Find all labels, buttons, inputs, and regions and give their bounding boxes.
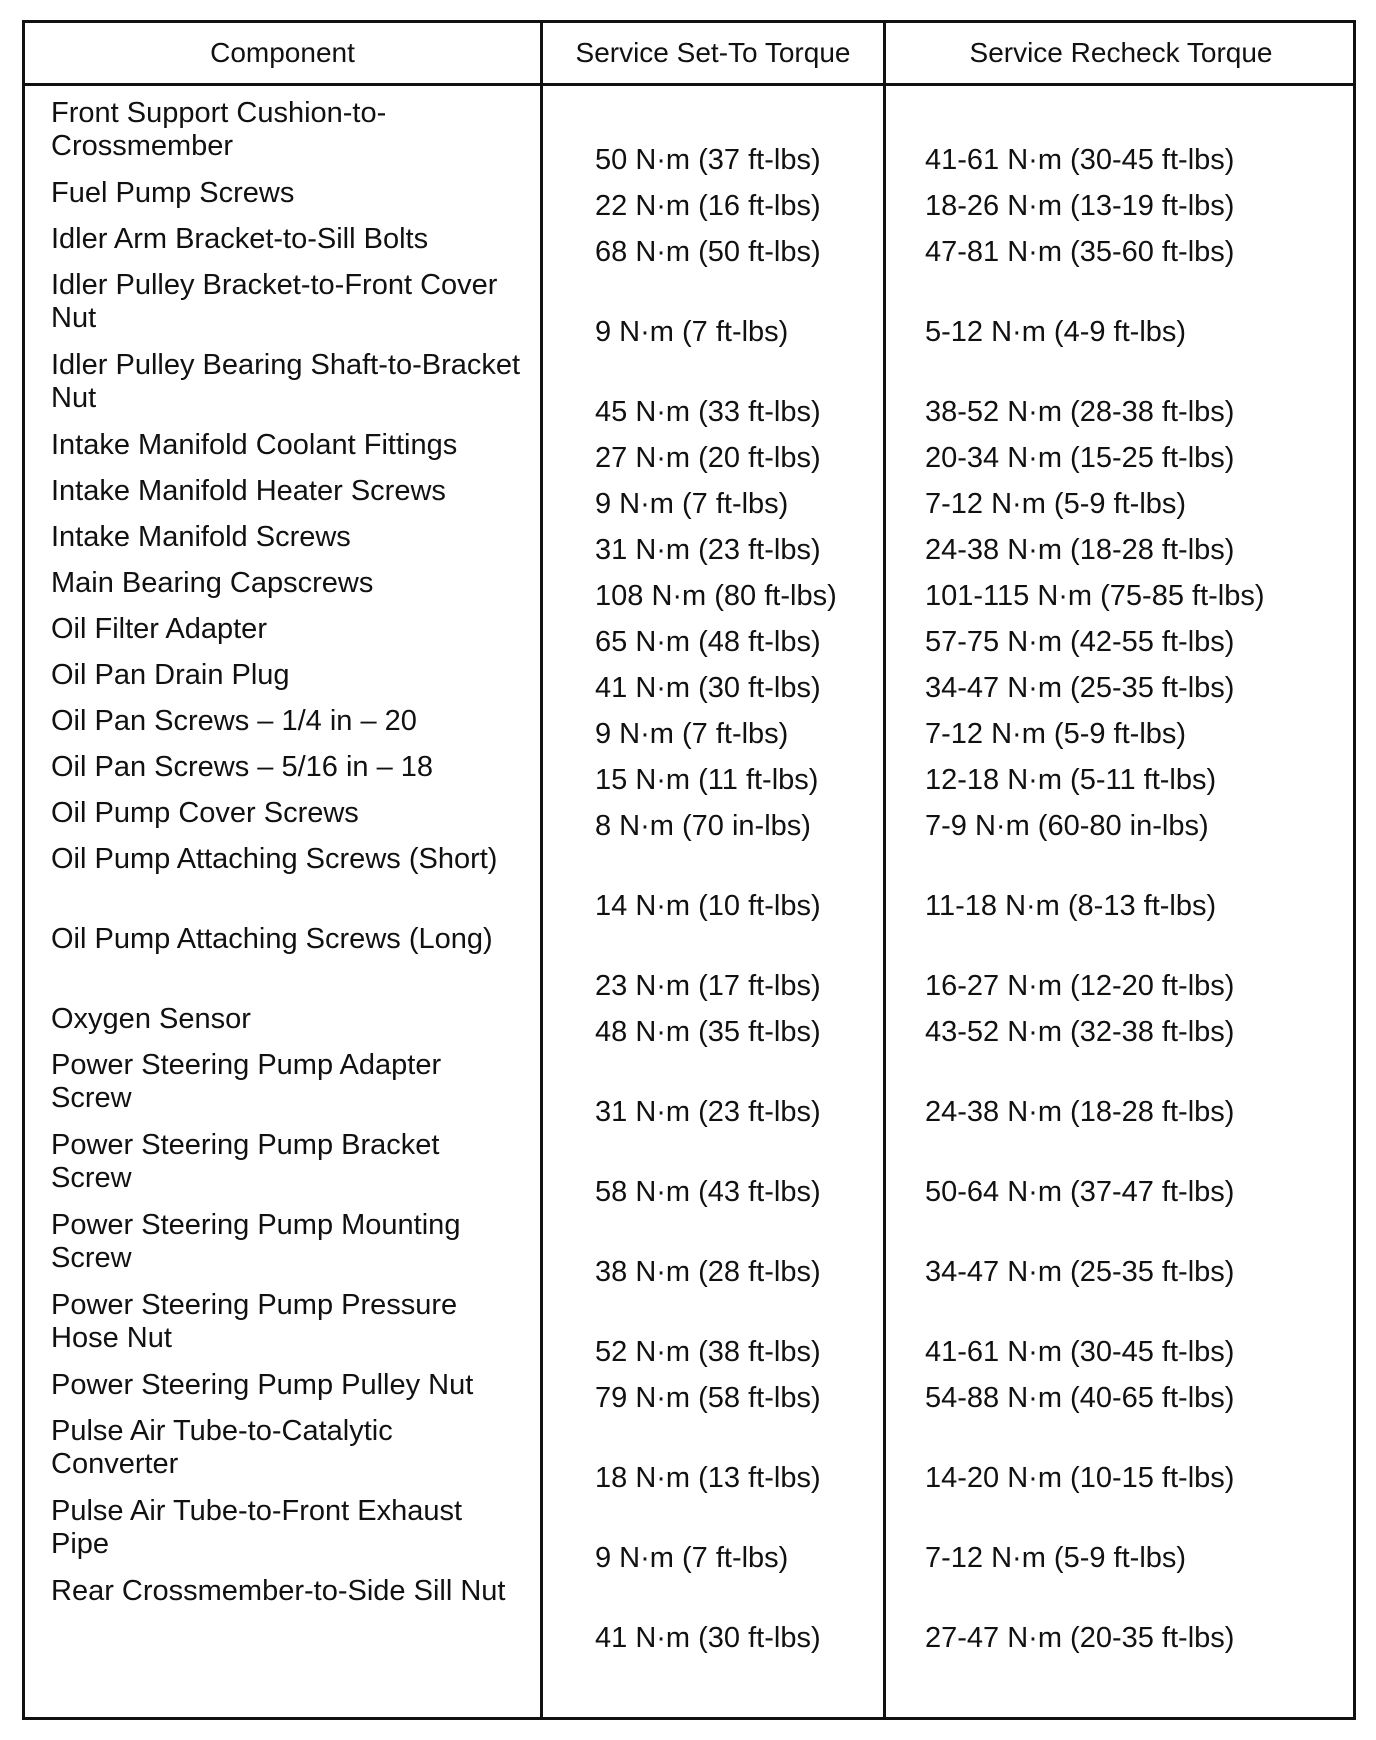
- set-to-cell: 48 N·m (35 ft-lbs): [595, 1016, 821, 1048]
- set-to-cell: 79 N·m (58 ft-lbs): [595, 1382, 821, 1414]
- recheck-cell: 14-20 N·m (10-15 ft-lbs): [925, 1462, 1235, 1494]
- table-row: [25, 177, 1353, 223]
- recheck-cell: 5-12 N·m (4-9 ft-lbs): [925, 316, 1187, 348]
- table-row: [25, 751, 1353, 797]
- component-cell: Oil Pan Drain Plug: [51, 659, 290, 691]
- table-row: [25, 843, 1353, 923]
- set-to-cell: 65 N·m (48 ft-lbs): [595, 626, 821, 658]
- recheck-cell: 18-26 N·m (13-19 ft-lbs): [925, 190, 1235, 222]
- set-to-cell: 58 N·m (43 ft-lbs): [595, 1176, 821, 1208]
- component-cell: Fuel Pump Screws: [51, 177, 295, 209]
- component-cell: Idler Pulley Bracket-to-Front Cover Nut: [51, 269, 498, 334]
- set-to-cell: 38 N·m (28 ft-lbs): [595, 1256, 821, 1288]
- set-to-cell: 31 N·m (23 ft-lbs): [595, 534, 821, 566]
- set-to-cell: 52 N·m (38 ft-lbs): [595, 1336, 821, 1368]
- table-row: [25, 659, 1353, 705]
- recheck-cell: 27-47 N·m (20-35 ft-lbs): [925, 1622, 1235, 1654]
- table-row: [25, 613, 1353, 659]
- component-cell: Idler Arm Bracket-to-Sill Bolts: [51, 223, 429, 255]
- set-to-cell: 108 N·m (80 ft-lbs): [595, 580, 837, 612]
- component-cell: Oil Pan Screws – 1/4 in – 20: [51, 705, 417, 737]
- set-to-cell: 18 N·m (13 ft-lbs): [595, 1462, 821, 1494]
- component-cell: Oil Pump Attaching Screws (Short): [51, 843, 498, 875]
- table-row: [25, 567, 1353, 613]
- recheck-cell: 34-47 N·m (25-35 ft-lbs): [925, 1256, 1235, 1288]
- set-to-cell: 45 N·m (33 ft-lbs): [595, 396, 821, 428]
- set-to-cell: 68 N·m (50 ft-lbs): [595, 236, 821, 268]
- component-cell: Rear Crossmember-to-Side Sill Nut: [51, 1575, 506, 1607]
- recheck-cell: 24-38 N·m (18-28 ft-lbs): [925, 1096, 1235, 1128]
- set-to-cell: 9 N·m (7 ft-lbs): [595, 488, 789, 520]
- table-row: [25, 923, 1353, 1003]
- set-to-cell: 15 N·m (11 ft-lbs): [595, 764, 819, 796]
- set-to-cell: 23 N·m (17 ft-lbs): [595, 970, 821, 1002]
- component-cell: Power Steering Pump Bracket Screw: [51, 1129, 440, 1194]
- recheck-cell: 50-64 N·m (37-47 ft-lbs): [925, 1176, 1235, 1208]
- set-to-cell: 41 N·m (30 ft-lbs): [595, 672, 821, 704]
- table-row: [25, 797, 1353, 843]
- table-row: [25, 1575, 1353, 1655]
- component-cell: Intake Manifold Screws: [51, 521, 351, 553]
- set-to-cell: 8 N·m (70 in-lbs): [595, 810, 811, 842]
- table-row: [25, 429, 1353, 475]
- recheck-cell: 7-12 N·m (5-9 ft-lbs): [925, 718, 1187, 750]
- recheck-cell: 24-38 N·m (18-28 ft-lbs): [925, 534, 1235, 566]
- recheck-cell: 38-52 N·m (28-38 ft-lbs): [925, 396, 1235, 428]
- table-row: [25, 1495, 1353, 1575]
- header-divider: [25, 83, 1353, 86]
- component-cell: Idler Pulley Bearing Shaft-to-Bracket Nut: [51, 349, 521, 414]
- table-body: [25, 97, 1353, 1655]
- recheck-cell: 7-12 N·m (5-9 ft-lbs): [925, 1542, 1187, 1574]
- recheck-cell: 16-27 N·m (12-20 ft-lbs): [925, 970, 1235, 1002]
- component-cell: Pulse Air Tube-to-Catalytic Converter: [51, 1415, 393, 1480]
- header-recheck-torque: Service Recheck Torque: [969, 37, 1273, 68]
- recheck-cell: 11-18 N·m (8-13 ft-lbs): [925, 890, 1217, 922]
- recheck-cell: 7-12 N·m (5-9 ft-lbs): [925, 488, 1187, 520]
- recheck-cell: 7-9 N·m (60-80 in-lbs): [925, 810, 1209, 842]
- recheck-cell: 47-81 N·m (35-60 ft-lbs): [925, 236, 1235, 268]
- set-to-cell: 50 N·m (37 ft-lbs): [595, 144, 821, 176]
- table-row: [25, 1129, 1353, 1209]
- table-row: [25, 705, 1353, 751]
- set-to-cell: 9 N·m (7 ft-lbs): [595, 1542, 789, 1574]
- table-row: [25, 1049, 1353, 1129]
- component-cell: Oxygen Sensor: [51, 1003, 251, 1035]
- component-cell: Intake Manifold Heater Screws: [51, 475, 446, 507]
- component-cell: Oil Filter Adapter: [51, 613, 267, 645]
- table-row: [25, 1003, 1353, 1049]
- component-cell: Oil Pump Cover Screws: [51, 797, 359, 829]
- component-cell: Oil Pan Screws – 5/16 in – 18: [51, 751, 434, 783]
- set-to-cell: 9 N·m (7 ft-lbs): [595, 316, 789, 348]
- component-cell: Power Steering Pump Pressure Hose Nut: [51, 1289, 458, 1354]
- component-cell: Intake Manifold Coolant Fittings: [51, 429, 458, 461]
- recheck-cell: 12-18 N·m (5-11 ft-lbs): [925, 764, 1217, 796]
- table-row: [25, 1415, 1353, 1495]
- header-set-to-torque: Service Set-To Torque: [575, 37, 851, 68]
- set-to-cell: 9 N·m (7 ft-lbs): [595, 718, 789, 750]
- recheck-cell: 57-75 N·m (42-55 ft-lbs): [925, 626, 1235, 658]
- recheck-cell: 34-47 N·m (25-35 ft-lbs): [925, 672, 1235, 704]
- component-cell: Power Steering Pump Pulley Nut: [51, 1369, 474, 1401]
- recheck-cell: 43-52 N·m (32-38 ft-lbs): [925, 1016, 1235, 1048]
- component-cell: Oil Pump Attaching Screws (Long): [51, 923, 493, 955]
- table-row: [25, 1209, 1353, 1289]
- recheck-cell: 20-34 N·m (15-25 ft-lbs): [925, 442, 1235, 474]
- set-to-cell: 31 N·m (23 ft-lbs): [595, 1096, 821, 1128]
- table-row: [25, 269, 1353, 349]
- table-row: [25, 1289, 1353, 1369]
- header-component: Component: [210, 37, 355, 68]
- recheck-cell: 41-61 N·m (30-45 ft-lbs): [925, 144, 1235, 176]
- table-row: [25, 223, 1353, 269]
- recheck-cell: 101-115 N·m (75-85 ft-lbs): [925, 580, 1265, 612]
- table-row: [25, 475, 1353, 521]
- component-cell: Main Bearing Capscrews: [51, 567, 374, 599]
- component-cell: Pulse Air Tube-to-Front Exhaust Pipe: [51, 1495, 463, 1560]
- component-cell: Power Steering Pump Adapter Screw: [51, 1049, 442, 1114]
- set-to-cell: 22 N·m (16 ft-lbs): [595, 190, 821, 222]
- table-row: [25, 349, 1353, 429]
- recheck-cell: 54-88 N·m (40-65 ft-lbs): [925, 1382, 1235, 1414]
- set-to-cell: 14 N·m (10 ft-lbs): [595, 890, 821, 922]
- set-to-cell: 27 N·m (20 ft-lbs): [595, 442, 821, 474]
- table-row: [25, 97, 1353, 177]
- recheck-cell: 41-61 N·m (30-45 ft-lbs): [925, 1336, 1235, 1368]
- table-row: [25, 521, 1353, 567]
- torque-table: [22, 20, 1356, 1720]
- component-cell: Front Support Cushion-to-Crossmember: [51, 97, 387, 162]
- component-cell: Power Steering Pump Mounting Screw: [51, 1209, 461, 1274]
- set-to-cell: 41 N·m (30 ft-lbs): [595, 1622, 821, 1654]
- table-row: [25, 1369, 1353, 1415]
